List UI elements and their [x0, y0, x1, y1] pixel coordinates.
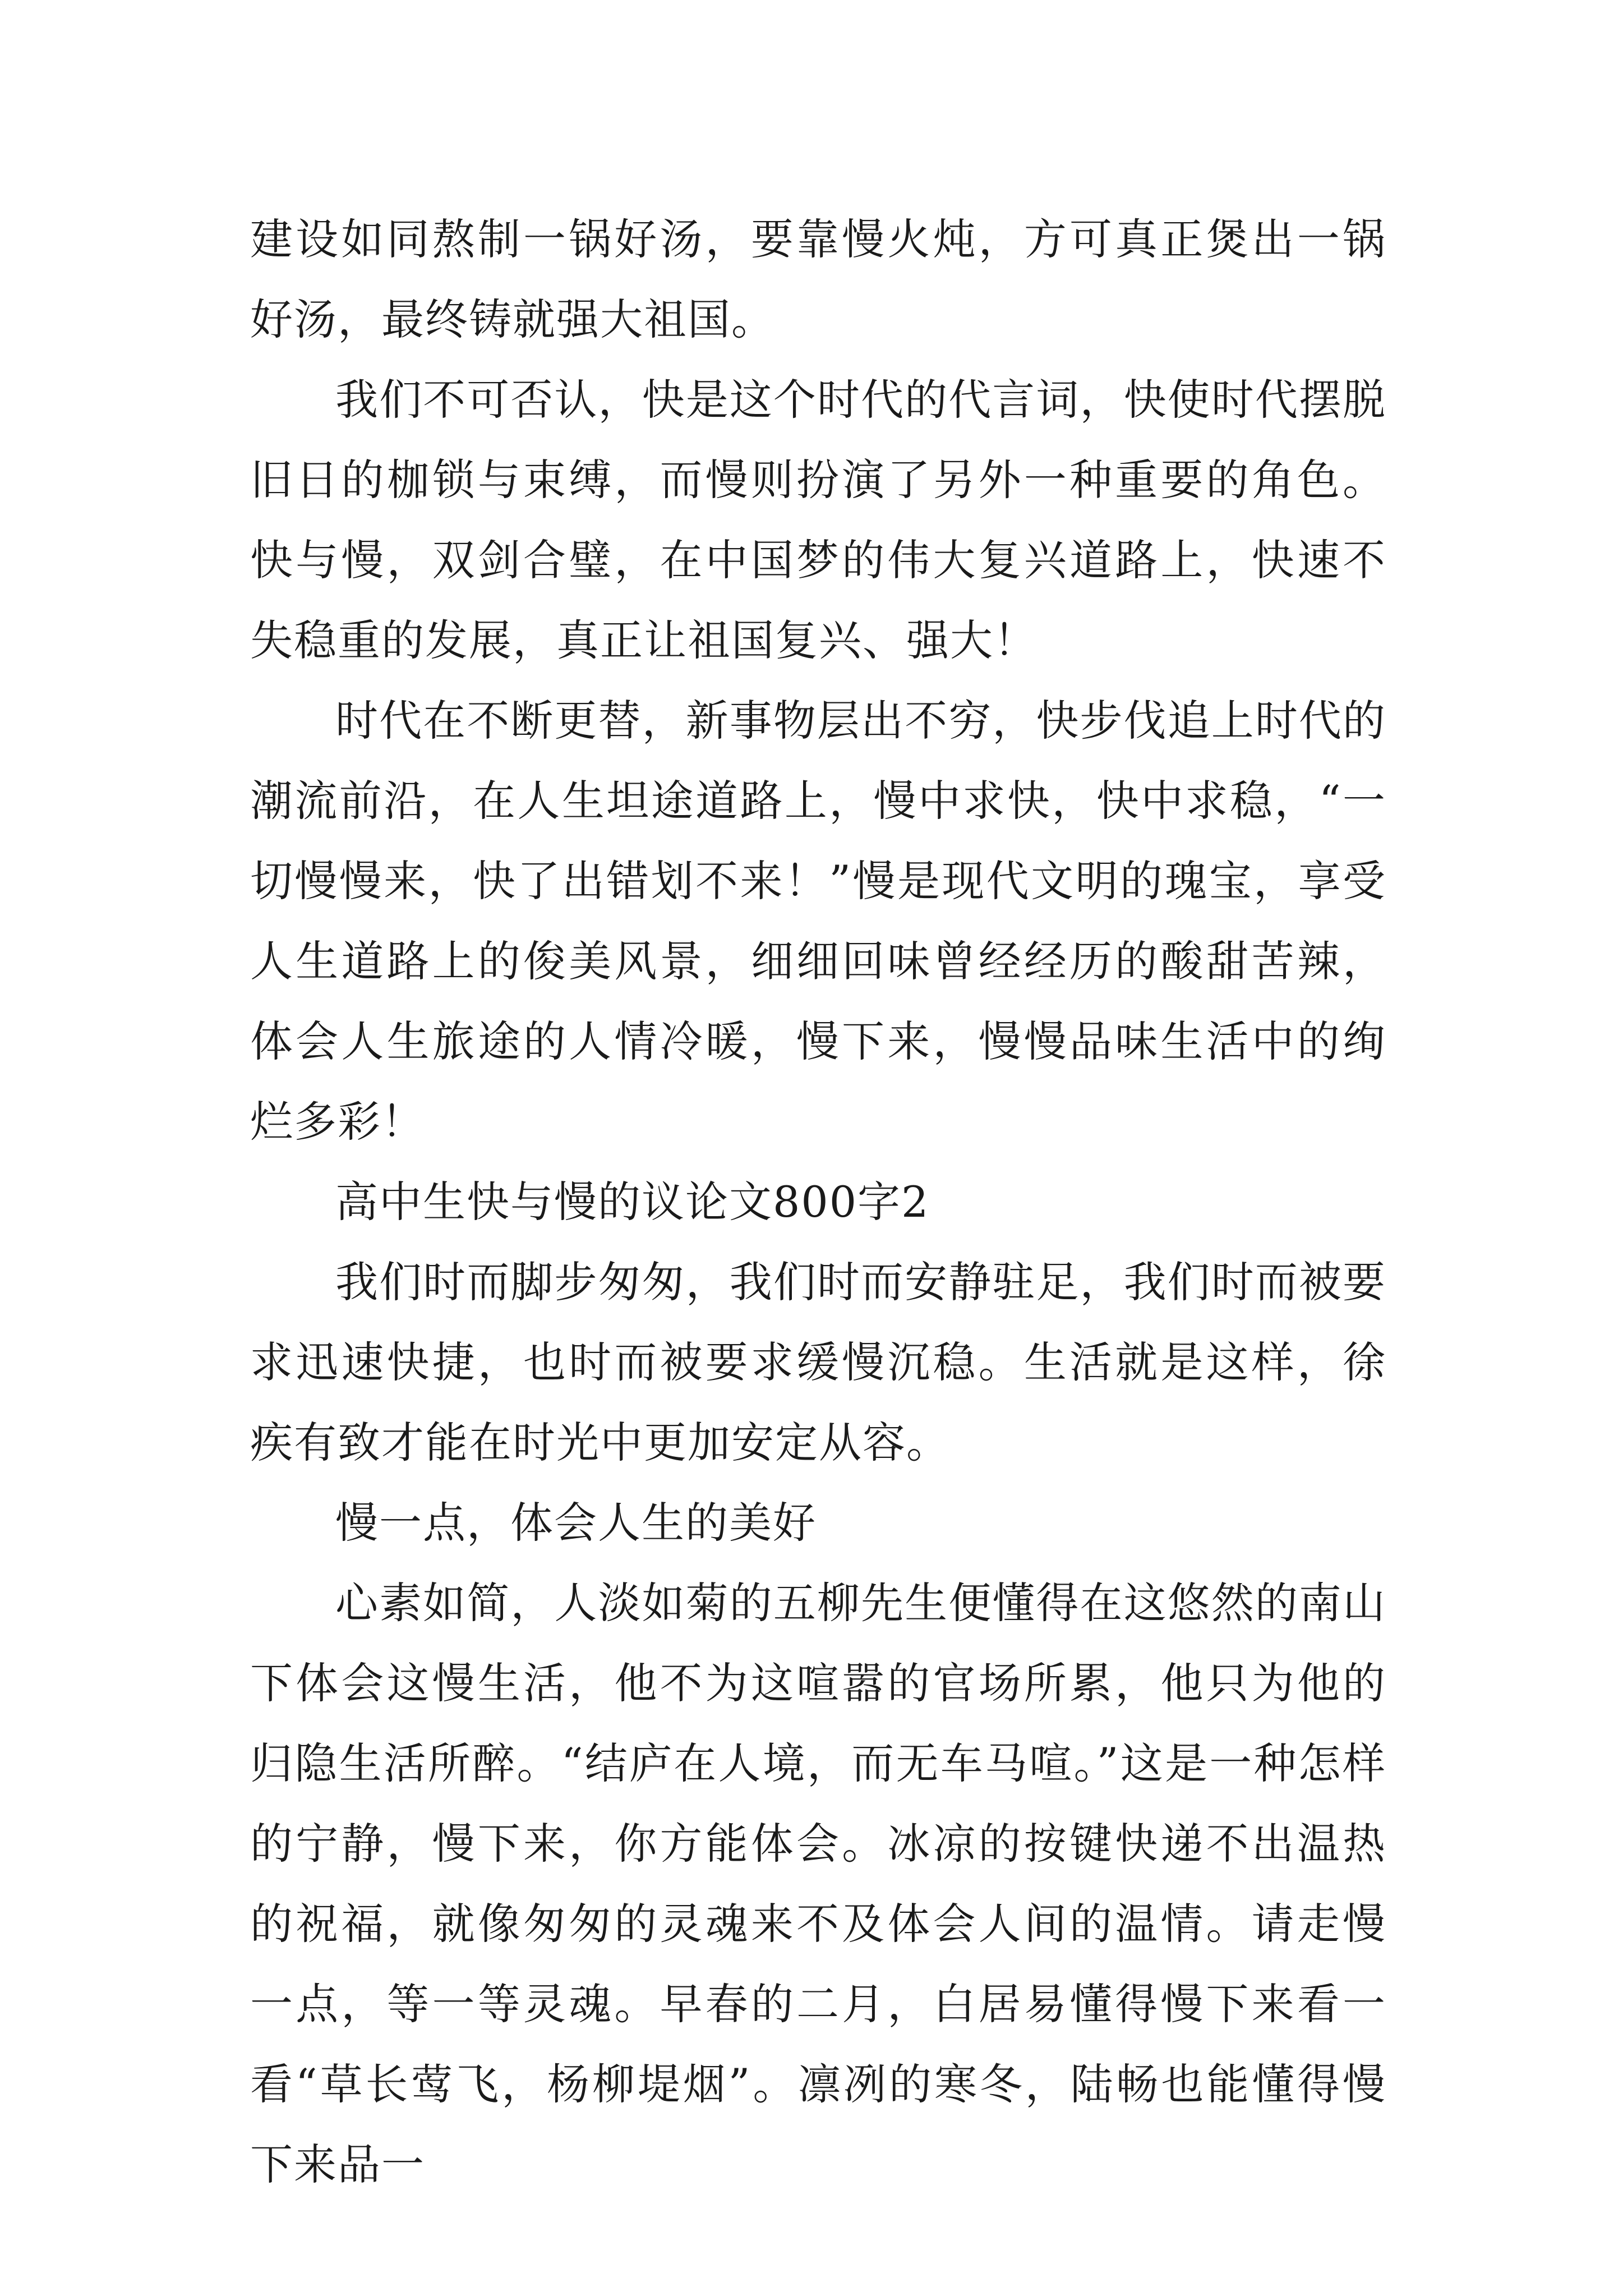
paragraph-continuation: 建设如同熬制一锅好汤，要靠慢火炖，方可真正煲出一锅好汤，最终铸就强大祖国。 [250, 214, 1386, 344]
section-heading-slow-down: 慢一点，体会人生的美好 [335, 1498, 817, 1548]
paragraph-five-willows: 心素如简，人淡如菊的五柳先生便懂得在这悠然的南山下体会这慢生活，他不为这喧嚣的官场所累，他只为他的归隐生活所醉。“结庐在人境，而无车马喧。”这是一种怎样的宁静，慢下来，你方能体会。冰凉的按键快递不出温热的祝福，就像匆匆的灵魂来不及体会人间的温情。请走慢一点，等一等灵魂。早春的二月，白居易懂得慢下来看一看“草长莺飞，杨柳堤烟”。凛冽的寒冬，陆畅也能懂得慢下来品一 [250, 1578, 1386, 2189]
essay-title-2: 高中生快与慢的议论文800字2 [335, 1177, 930, 1227]
paragraph-fast-and-slow: 我们不可否认，快是这个时代的代言词，快使时代摆脱旧日的枷锁与束缚，而慢则扮演了另外一种重要的角色。快与慢，双剑合璧，在中国梦的伟大复兴道路上，快速不失稳重的发展，真正让祖国复兴、强大！ [250, 375, 1386, 665]
paragraph-times-change: 时代在不断更替，新事物层出不穷，快步伐追上时代的潮流前沿，在人生坦途道路上，慢中求快，快中求稳，“一切慢慢来，快了出错划不来！”慢是现代文明的瑰宝，享受人生道路上的俊美风景，细细回味曾经经历的酸甜苦辣，体会人生旅途的人情冷暖，慢下来，慢慢品味生活中的绚烂多彩！ [250, 696, 1386, 1147]
document-body [250, 199, 1386, 2205]
paragraph-pace-of-life: 我们时而脚步匆匆，我们时而安静驻足，我们时而被要求迅速快捷，也时而被要求缓慢沉稳。生活就是这样，徐疾有致才能在时光中更加安定从容。 [250, 1257, 1386, 1467]
